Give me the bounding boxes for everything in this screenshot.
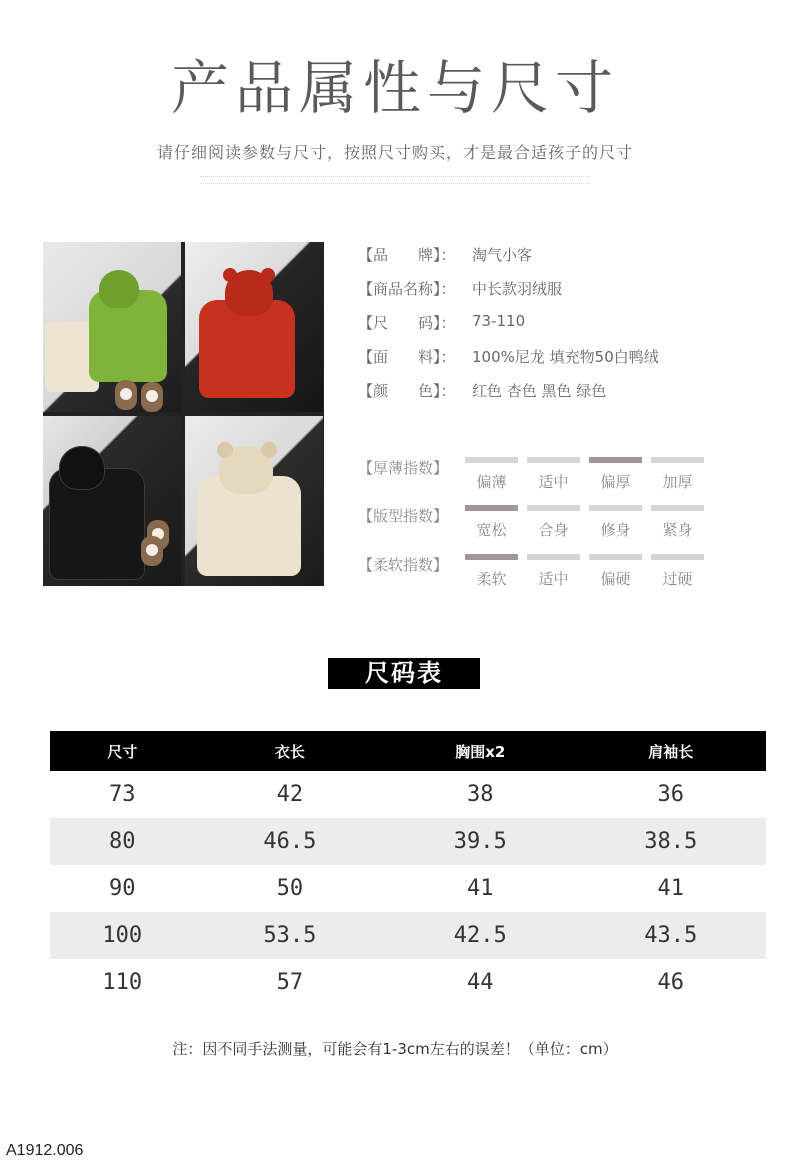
table-cell: 42 bbox=[276, 782, 304, 807]
spec-value: 73-110 bbox=[472, 312, 526, 330]
shoe-image bbox=[141, 536, 163, 566]
table-cell: 53.5 bbox=[195, 912, 385, 959]
fit-index-label: 【版型指数】 bbox=[358, 507, 449, 525]
index-bar bbox=[527, 554, 580, 560]
index-option-label: 柔软 bbox=[476, 570, 507, 588]
measurement-note: 注：因不同手法测量，可能会有1-3cm左右的误差！（单位：cm） bbox=[172, 1040, 618, 1058]
table-cell: 50 bbox=[276, 876, 304, 901]
index-option bbox=[465, 554, 518, 589]
spec-label: 【颜 色】： bbox=[358, 382, 456, 400]
table-row bbox=[50, 959, 766, 1006]
ear-image bbox=[261, 268, 275, 282]
index-option-label: 修身 bbox=[600, 521, 631, 539]
table-row bbox=[50, 818, 766, 865]
table-cell: 36 bbox=[657, 782, 684, 807]
spec-value: 红色 杏色 黑色 绿色 bbox=[472, 382, 607, 400]
index-option bbox=[527, 457, 580, 492]
index-option-label: 过硬 bbox=[662, 570, 693, 588]
shoe-image bbox=[141, 382, 163, 412]
index-option-label: 加厚 bbox=[662, 473, 693, 491]
index-bar-selected bbox=[465, 554, 518, 560]
thickness-index-label: 【厚薄指数】 bbox=[358, 459, 449, 477]
index-option-label: 偏薄 bbox=[476, 473, 507, 491]
softness-index-label: 【柔软指数】 bbox=[358, 556, 449, 574]
table-cell: 38 bbox=[467, 782, 494, 807]
table-cell: 38.5 bbox=[576, 818, 766, 865]
column-header-chest: 胸围x2 bbox=[385, 731, 575, 771]
black-coat-photo bbox=[43, 416, 181, 586]
table-cell: 73 bbox=[109, 782, 136, 807]
table-cell: 42.5 bbox=[385, 912, 575, 959]
index-bar-selected bbox=[589, 457, 642, 463]
column-header-length: 衣长 bbox=[195, 731, 385, 771]
table-cell: 80 bbox=[50, 818, 195, 865]
index-option bbox=[589, 554, 642, 589]
index-option bbox=[651, 457, 704, 492]
index-option bbox=[589, 505, 642, 540]
spec-value: 中长款羽绒服 bbox=[472, 280, 563, 298]
index-bar bbox=[651, 457, 704, 463]
spec-label: 【面 料】： bbox=[358, 348, 456, 366]
decorative-divider bbox=[200, 176, 590, 184]
apricot-coat-photo bbox=[185, 416, 323, 586]
index-option bbox=[527, 554, 580, 589]
column-header-size: 尺寸 bbox=[50, 731, 195, 771]
green-coat-photo bbox=[43, 242, 181, 412]
index-option bbox=[651, 505, 704, 540]
index-bar bbox=[465, 457, 518, 463]
table-cell: 90 bbox=[109, 876, 136, 901]
index-option-label: 宽松 bbox=[476, 521, 507, 539]
spec-label: 【商品名称】： bbox=[358, 280, 456, 298]
product-photo-grid bbox=[43, 242, 324, 586]
index-option bbox=[527, 505, 580, 540]
spec-value: 淘气小客 bbox=[472, 246, 533, 264]
table-cell: 43.5 bbox=[576, 912, 766, 959]
table-cell: 57 bbox=[276, 970, 304, 995]
index-bar bbox=[589, 554, 642, 560]
index-bar bbox=[527, 505, 580, 511]
ear-image bbox=[223, 268, 237, 282]
product-code: A1912.006 bbox=[6, 1142, 84, 1159]
hood-image bbox=[59, 446, 105, 490]
index-bar bbox=[527, 457, 580, 463]
page-subtitle: 请仔细阅读参数与尺寸，按照尺寸购买，才是最合适孩子的尺寸 bbox=[156, 143, 633, 162]
index-bar bbox=[651, 554, 704, 560]
index-option bbox=[589, 457, 642, 492]
index-bar-selected bbox=[465, 505, 518, 511]
column-header-sleeve: 肩袖长 bbox=[576, 731, 766, 771]
spec-label: 【尺 码】： bbox=[358, 314, 456, 332]
index-option-label: 偏厚 bbox=[600, 473, 631, 491]
red-coat-photo bbox=[185, 242, 323, 412]
table-cell: 100 bbox=[50, 912, 195, 959]
page-title: 产品属性与尺寸 bbox=[170, 54, 619, 122]
hood-image bbox=[99, 270, 139, 308]
index-option-label: 偏硬 bbox=[600, 570, 631, 588]
table-row bbox=[50, 771, 766, 818]
table-cell: 46 bbox=[657, 970, 684, 995]
table-cell: 39.5 bbox=[385, 818, 575, 865]
table-cell: 44 bbox=[467, 970, 494, 995]
index-option bbox=[465, 505, 518, 540]
index-option-label: 适中 bbox=[538, 570, 569, 588]
index-option-label: 合身 bbox=[538, 521, 569, 539]
index-option bbox=[651, 554, 704, 589]
index-option bbox=[465, 457, 518, 492]
index-bar bbox=[589, 505, 642, 511]
spec-label: 【品 牌】： bbox=[358, 246, 456, 264]
index-option-label: 适中 bbox=[538, 473, 569, 491]
ear-image bbox=[261, 442, 277, 458]
spec-value: 100%尼龙 填充物50白鸭绒 bbox=[472, 348, 659, 366]
size-table bbox=[50, 731, 766, 1006]
ear-image bbox=[217, 442, 233, 458]
index-bar bbox=[651, 505, 704, 511]
table-cell: 41 bbox=[657, 876, 684, 901]
table-cell: 46.5 bbox=[195, 818, 385, 865]
size-chart-title: 尺码表 bbox=[328, 658, 480, 689]
shoe-image bbox=[115, 380, 137, 410]
table-row bbox=[50, 865, 766, 912]
table-cell: 41 bbox=[467, 876, 494, 901]
table-header-row bbox=[50, 731, 766, 771]
index-option-label: 紧身 bbox=[662, 521, 693, 539]
table-cell: 110 bbox=[102, 970, 143, 995]
table-row bbox=[50, 912, 766, 959]
